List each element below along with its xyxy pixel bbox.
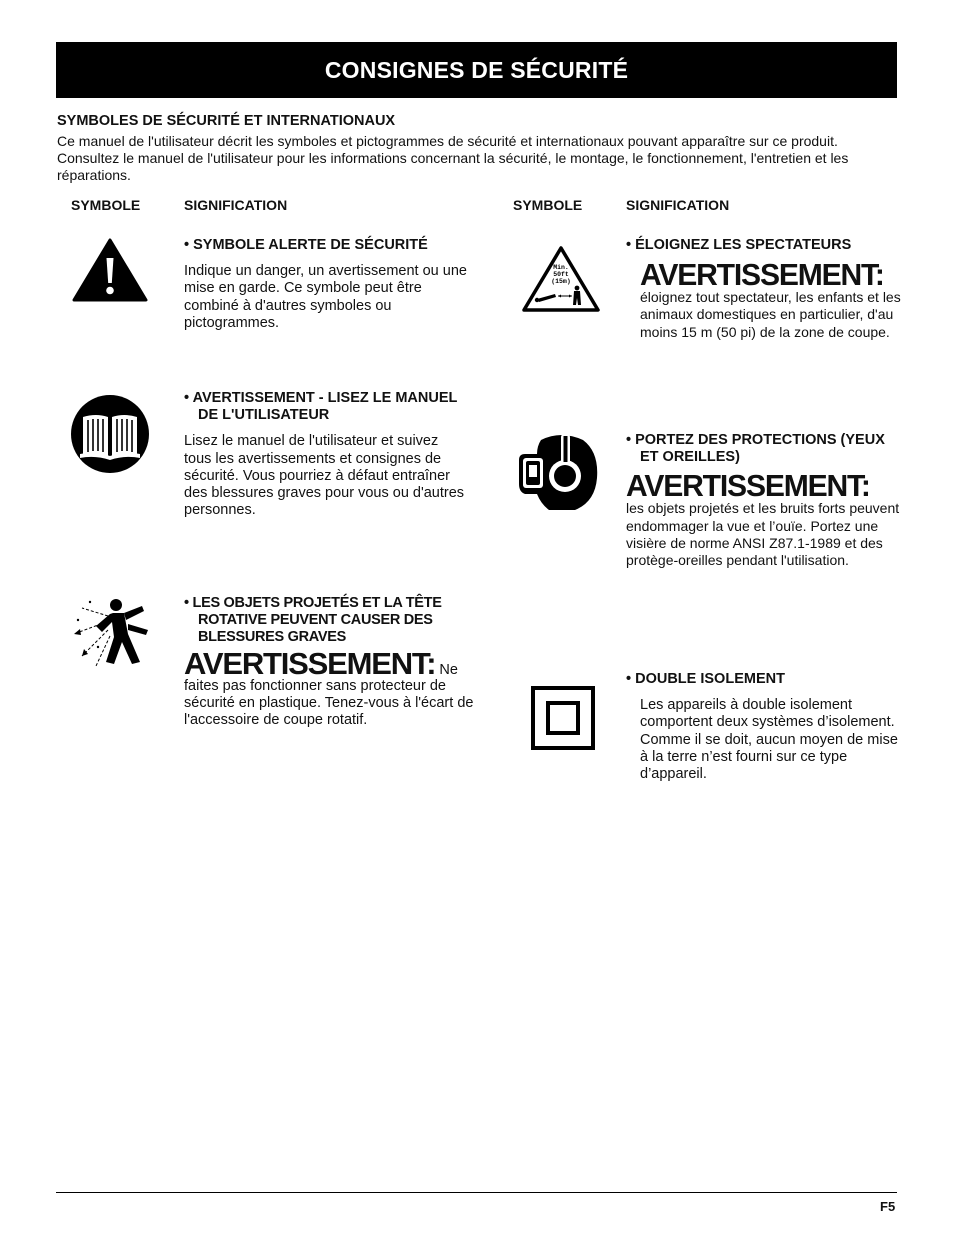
item-thrown-objects [184, 595, 474, 729]
section-intro: Ce manuel de l'utilisateur décrit les symboles et pictogrammes de sécurité et internationaux pouvant apparaître sur ce produit. Consultez le manuel de l'utilisateur pour les informations concernant la sécurité, le montage, le fonctionnement, l'entretien et les réparations. [57, 133, 849, 183]
item-double-insulation-text: Les appareils à double isolement comportent deux systèmes d’isolement. Comme il se doit, aucun moyen de mise à la terre n’est fourni sur ce type d’appareil. [640, 697, 898, 783]
page-banner [56, 42, 897, 98]
item-thrown-objects-title: • LES OBJETS PROJETÉS ET LA TÊTE ROTATIVE PEUVENT CAUSER DES BLESSURES GRAVES [184, 595, 474, 647]
distance-min-label: Min. [553, 264, 569, 271]
eye-ear-protection-icon [517, 432, 601, 512]
item-double-insulation-title: • DOUBLE ISOLEMENT [626, 671, 901, 688]
warning-triangle-icon [72, 238, 148, 302]
item-protection-warning: AVERTISSEMENT: [626, 468, 870, 504]
item-read-manual-title: • AVERTISSEMENT - LISEZ LE MANUEL DE L'UTILISATEUR [184, 390, 469, 424]
column-header-symbol-right: SYMBOLE [513, 197, 583, 213]
bystanders-distance-icon [521, 245, 601, 313]
page-title: CONSIGNES DE SÉCURITÉ [324, 56, 629, 83]
item-protection-text: les objets projetés et les bruits forts peuvent endommager la vue et l’ouïe. Portez une visière de norme ANSI Z87.1-1989 et des protège-oreilles pendant l'utilisation. [626, 500, 900, 569]
footer-divider [56, 1192, 897, 1193]
item-safety-alert [184, 237, 469, 332]
distance-feet-label: 50ft [553, 271, 569, 278]
item-protection-title: • PORTEZ DES PROTECTIONS (YEUX ET OREILLES) [626, 432, 901, 466]
page-number: F5 [880, 1199, 896, 1214]
item-bystanders-text: éloignez tout spectateur, les enfants et les animaux domestiques en particulier, d'au moins 15 m (50 pi) de la zone de coupe. [640, 289, 901, 340]
item-thrown-objects-text-start: Ne [435, 661, 458, 678]
column-header-meaning-left: SIGNIFICATION [184, 197, 288, 213]
item-bystanders-title: • ÉLOIGNEZ LES SPECTATEURS [626, 237, 901, 254]
item-double-insulation [626, 671, 901, 783]
section-title: SYMBOLES DE SÉCURITÉ ET INTERNATIONAUX [57, 113, 396, 129]
double-insulation-icon [531, 686, 595, 750]
item-thrown-objects-warning: AVERTISSEMENT: [184, 645, 436, 681]
thrown-objects-icon [68, 592, 153, 672]
distance-meters-label: (15m) [551, 278, 571, 285]
item-bystanders [626, 237, 901, 341]
item-thrown-objects-text: faites pas fonctionner sans protecteur de sécurité en plastique. Tenez-vous à l'écart de l'accessoire de coupe rotatif. [184, 677, 474, 729]
item-bystanders-warning: AVERTISSEMENT: [640, 257, 884, 293]
column-header-symbol-left: SYMBOLE [71, 197, 141, 213]
item-safety-alert-title: • SYMBOLE ALERTE DE SÉCURITÉ [184, 237, 469, 254]
item-safety-alert-text: Indique un danger, un avertissement ou une mise en garde. Ce symbole peut être combiné à d'autres symboles ou pictogrammes. [184, 263, 467, 331]
item-protection [626, 432, 901, 569]
column-header-meaning-right: SIGNIFICATION [626, 197, 730, 213]
manual-book-icon [70, 394, 150, 474]
item-read-manual [184, 390, 469, 519]
item-read-manual-text: Lisez le manuel de l'utilisateur et suivez tous les avertissements et consignes de sécurité. Vous pourriez à défaut entraîner des blessures graves pour vous ou d'autres personnes. [184, 433, 465, 519]
